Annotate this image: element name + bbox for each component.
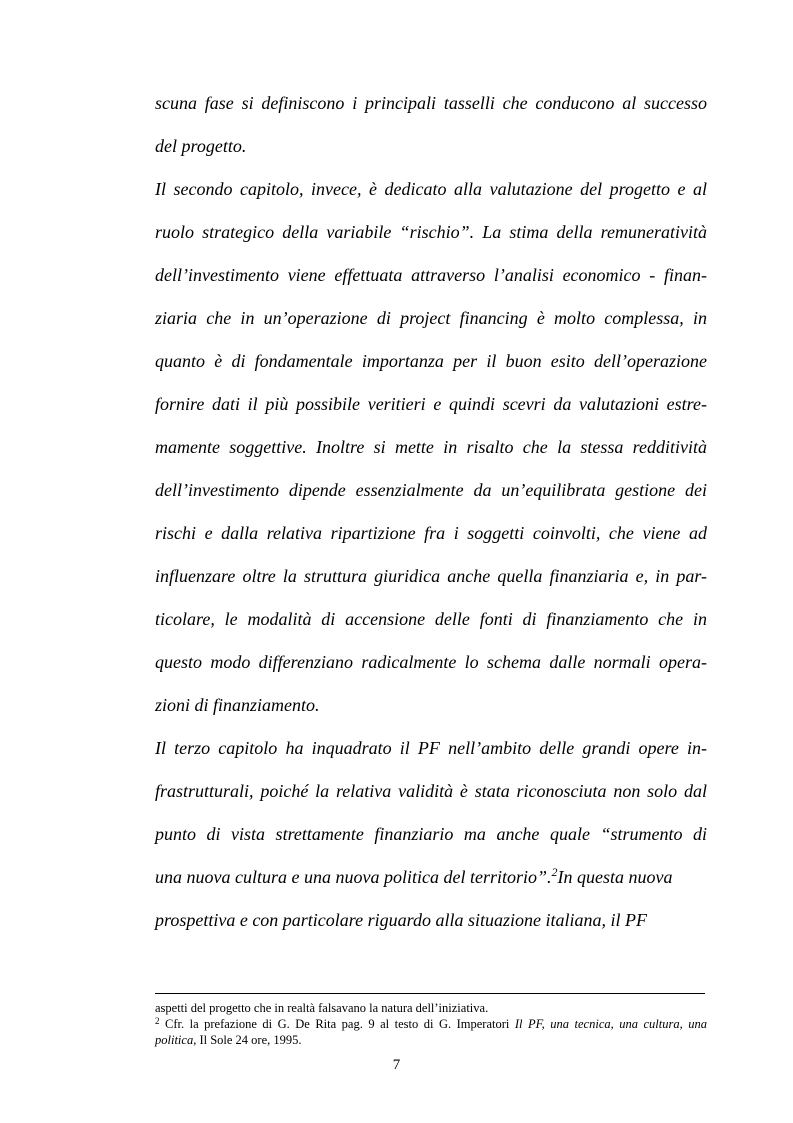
footnote-2	[155, 1016, 707, 1032]
text-line: influenzare oltre la struttura giuridica anche quella finanziaria e, in par-	[155, 566, 707, 586]
text-line: del progetto.	[155, 136, 247, 156]
body-text	[155, 82, 707, 942]
text-line: rischi e dalla relativa ripartizione fra i soggetti coinvolti, che viene ad	[155, 523, 707, 543]
text-line: ticolare, le modalità di accensione delle fonti di finanziamento che in	[155, 609, 707, 629]
text-line: quanto è di fondamentale importanza per il buon esito dell’operazione	[155, 351, 707, 371]
text-line: scuna fase si definiscono i principali tasselli che conducono al successo	[155, 93, 707, 113]
text-line: fornire dati il più possibile veritieri e quindi scevri da valutazioni estre-	[155, 394, 707, 414]
text-fragment: In questa nuova	[557, 867, 673, 887]
text-line-with-footnote-ref	[155, 856, 707, 899]
footnote-text: , Il Sole 24 ore, 1995.	[193, 1033, 302, 1047]
footnote-book-title: Il PF, una tecnica, una cultura, una	[514, 1017, 707, 1031]
footnote-number: 2	[155, 1016, 160, 1026]
footnote-separator	[155, 993, 705, 994]
text-line: punto di vista strettamente finanziario ma anche quale “strumento di	[155, 824, 707, 844]
footnote-text: Cfr. la prefazione di G. De Rita pag. 9 al testo di G. Imperatori	[159, 1017, 515, 1031]
page-number: 7	[392, 1057, 401, 1073]
text-line: ziaria che in un’operazione di project financing è molto complessa, in	[155, 308, 707, 328]
text-line: ruolo strategico della variabile “rischio”. La stima della remuneratività	[155, 222, 707, 242]
text-line: Il terzo capitolo ha inquadrato il PF nell’ambito delle grandi opere in-	[155, 738, 707, 758]
text-line: dell’investimento dipende essenzialmente da un’equilibrata gestione dei	[155, 480, 707, 500]
text-line: mamente soggettive. Inoltre si mette in risalto che la stessa redditività	[155, 437, 707, 457]
text-fragment: una nuova cultura e una nuova politica del territorio”.	[155, 867, 552, 887]
text-line: dell’investimento viene effettuata attraverso l’analisi economico - finan-	[155, 265, 707, 285]
text-line: questo modo differenziano radicalmente lo schema dalle normali opera-	[155, 652, 707, 672]
text-line: frastrutturali, poiché la relativa validità è stata riconosciuta non solo dal	[155, 781, 707, 801]
text-line: prospettiva e con particolare riguardo alla situazione italiana, il PF	[155, 910, 647, 930]
footnote-2-continued	[155, 1032, 707, 1048]
footnote-reference: 2	[551, 865, 558, 879]
footnote-book-title: politica	[155, 1033, 194, 1047]
text-line: zioni di finanziamento.	[155, 695, 320, 715]
footnotes	[155, 1000, 707, 1048]
text-line: Il secondo capitolo, invece, è dedicato alla valutazione del progetto e al	[155, 179, 707, 199]
footnote-continuation: aspetti del progetto che in realtà falsavano la natura dell’iniziativa.	[155, 1001, 489, 1015]
